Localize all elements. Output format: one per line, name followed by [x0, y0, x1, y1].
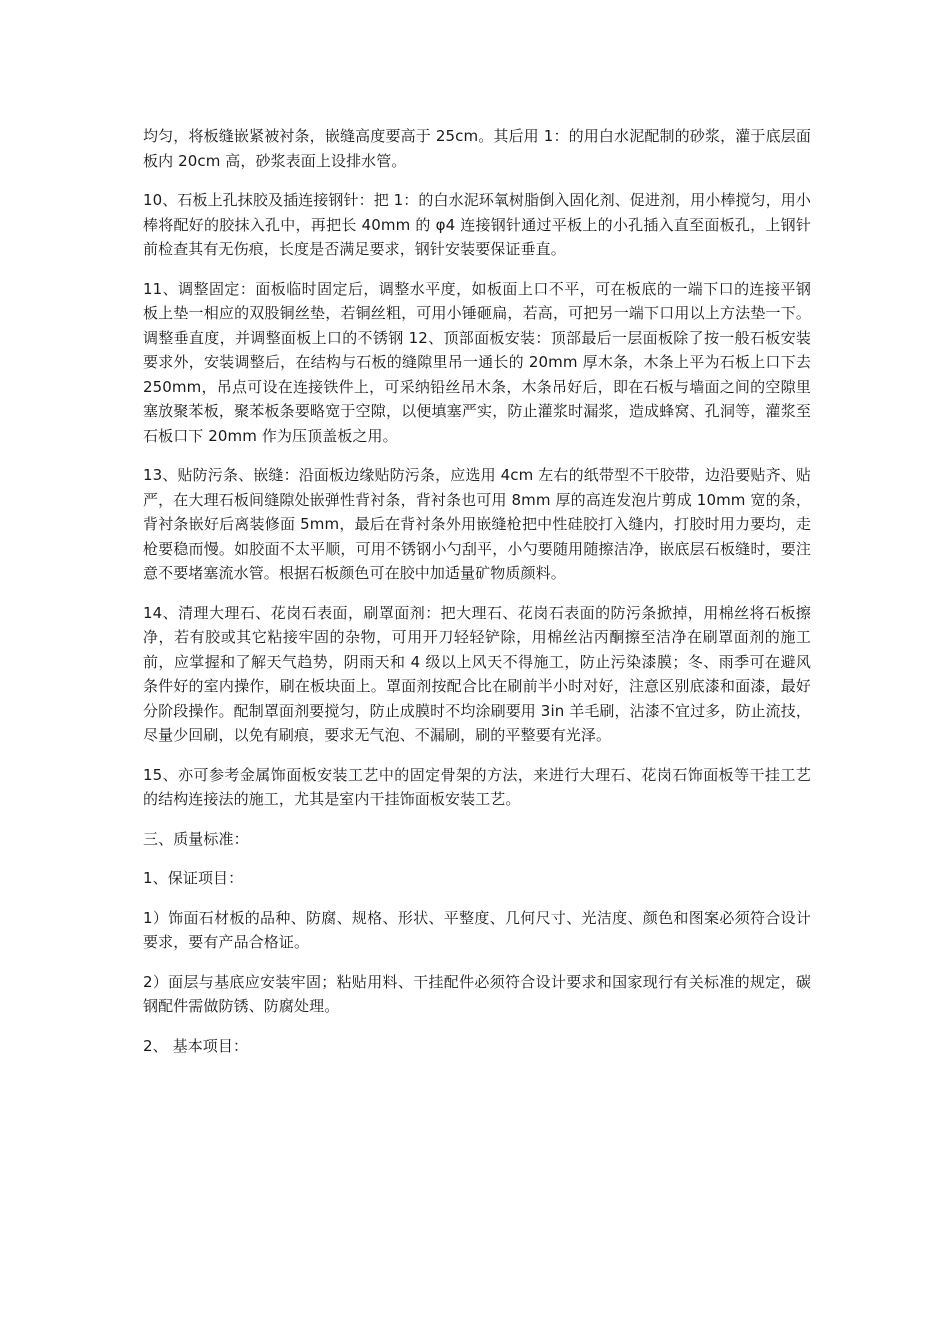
paragraph-step-11: 11、调整固定：面板临时固定后，调整水平度，如板面上口不平，可在板底的一端下口的连接平钢板上垫一相应的双股铜丝垫，若铜丝粗，可用小锤砸扁，若高，可把另一端下口用以上方法垫一下。调整垂直度，并调整面板上口的不锈钢 12、顶部面板安装：顶部最后一层面板除了按一般石板安装要求外，安装调整后，在结构与石板的缝隙里吊一通长的 20mm 厚木条，木条上平为石板上口下去 250mm，吊点可设在连接铁件上，可采纳铅丝吊木条，木条吊好后，即在石板与墙面之间的空隙里塞放聚苯板，聚苯板条要略宽于空隙，以便填塞严实，防止灌浆时漏浆，造成蜂窝、孔洞等，灌浆至石板口下 20mm 作为压顶盖板之用。: [143, 279, 811, 445]
list-item-guarantee-2: 2）面层与基底应安装牢固；粘贴用料、干挂配件必须符合设计要求和国家现行有关标准的规定，碳钢配件需做防锈、防腐处理。: [143, 972, 811, 1015]
paragraph-continuation: 均匀，将板缝嵌紧被衬条，嵌缝高度要高于 25cm。其后用 1：的用白水泥配制的砂浆，灌于底层面板内 20cm 高，砂浆表面上设排水管。: [143, 127, 811, 170]
paragraph-step-10: 10、石板上孔抹胶及插连接钢针：把 1：的白水泥环氧树脂倒入固化剂、促进剂，用小棒搅匀，用小棒将配好的胶抹入孔中，再把长 40mm 的 φ4 连接钢针通过平板上的小孔插入直至面板孔，上钢针前检查其有无伤痕，长度是否满足要求，钢针安装要保证垂直。: [143, 191, 812, 258]
subheading-guarantee-items: 1、保证项目：: [143, 869, 244, 887]
document-page: [143, 124, 811, 1073]
section-heading-quality-standard: 三、质量标准：: [143, 829, 249, 848]
paragraph-step-14: 14、清理大理石、花岗石表面，刷罩面剂：把大理石、花岗石表面的防污条掀掉，用棉丝将石板擦净，若有胶或其它粘接牢固的杂物，可用开刀轻轻铲除，用棉丝沾丙酮擦至洁净在刷罩面剂的施工前，应掌握和了解天气趋势，阴雨天和 4 级以上风天不得施工，防止污染漆膜；冬、雨季可在避风条件好的室内操作，刷在板块面上。罩面剂按配合比在刷前半小时对好，注意区别底漆和面漆，最好分阶段操作。配制罩面剂要搅匀，防止成膜时不均涂刷要用 3in 羊毛刷，沾漆不宜过多，防止流技，尽量少回刷，以免有刷痕，要求无气泡、不漏刷，刷的平整要有光泽。: [143, 603, 811, 744]
subheading-basic-items: 2、 基本项目：: [143, 1036, 249, 1055]
list-item-guarantee-1: 1）饰面石材板的品种、防腐、规格、形状、平整度、几何尺寸、光洁度、颜色和图案必须符合设计要求，要有产品合格证。: [143, 908, 811, 951]
paragraph-step-15: 15、亦可参考金属饰面板安装工艺中的固定骨架的方法，来进行大理石、花岗石饰面板等干挂工艺的结构连接法的施工，尤其是室内干挂饰面板安装工艺。: [143, 765, 811, 808]
paragraph-step-13: 13、贴防污条、嵌缝：沿面板边缘贴防污条，应选用 4cm 左右的纸带型不干胶带，边沿要贴齐、贴严，在大理石板间缝隙处嵌弹性背衬条，背衬条也可用 8mm 厚的高连发泡片剪成 10mm 宽的条，背衬条嵌好后离装修面 5mm，最后在背衬条外用嵌缝枪把中性硅胶打入缝内，打胶时用力要均，走枪要稳而慢。如胶面不太平顺，可用不锈钢小勺刮平，小勺要随用随擦洁净，嵌底层石板缝时，要注意不要堵塞流水管。根据石板颜色可在胶中加适量矿物质颜料。: [143, 466, 811, 582]
